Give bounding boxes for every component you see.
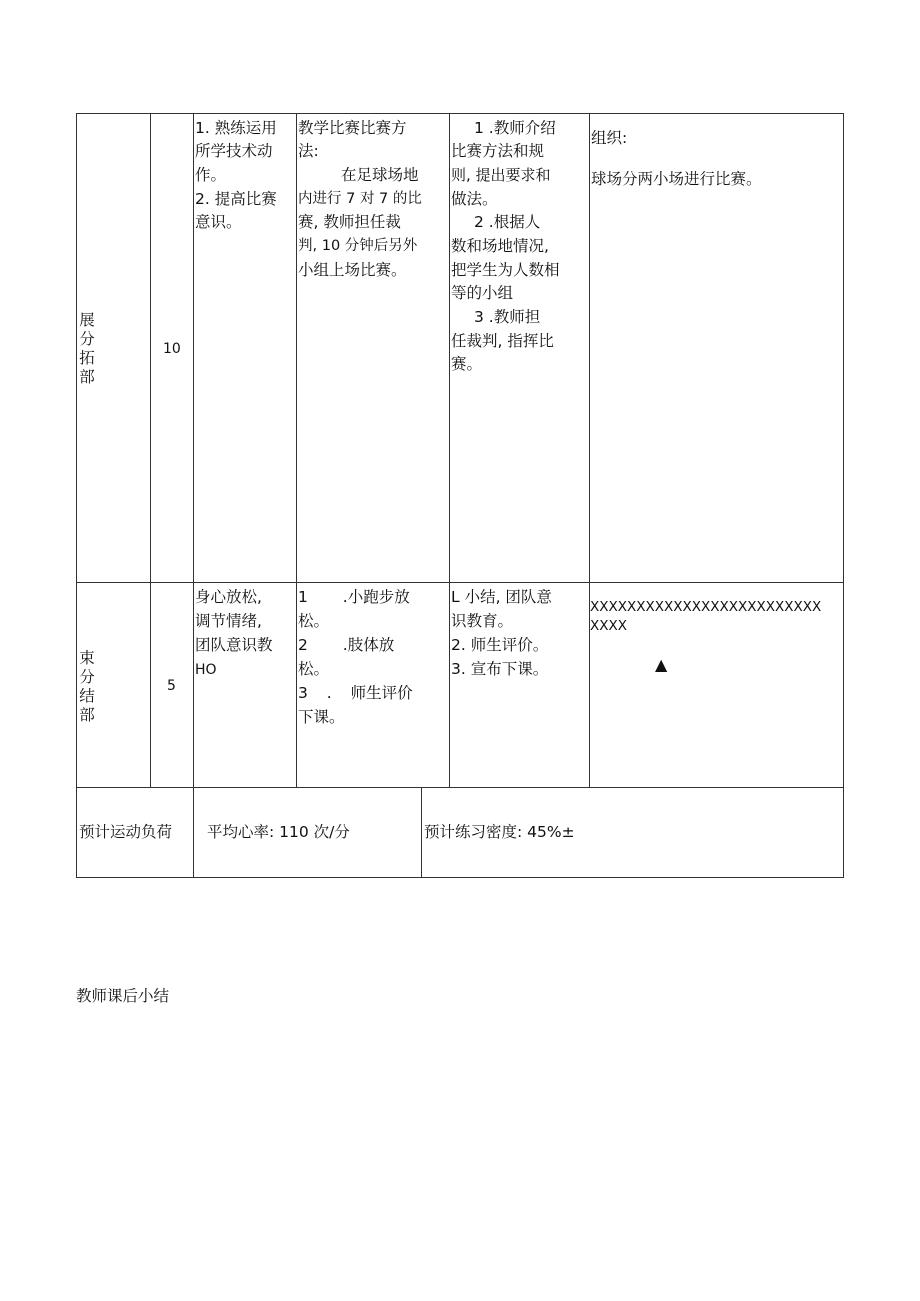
heart-rate-value: 平均心率: 110 次/分 <box>207 823 350 841</box>
table-row-divider <box>76 582 844 583</box>
content-line: 下课。 <box>298 708 345 726</box>
goals-line: 1. 熟练运用 <box>195 119 277 137</box>
teacher-line: 则, 提出要求和 <box>451 166 551 184</box>
duration-minutes: 10 <box>163 341 181 357</box>
goals-line: 所学技术动 <box>195 142 273 160</box>
section-char: 部 <box>79 368 95 386</box>
goals-line: HO <box>195 662 217 678</box>
content-line: 法: <box>298 142 319 160</box>
content-line: 1 .小跑步放 <box>298 588 410 606</box>
section-char: 拓 <box>79 349 95 367</box>
column-divider <box>296 113 297 788</box>
column-divider <box>150 113 151 788</box>
teacher-line: 1 .教师介绍 <box>474 119 556 137</box>
column-divider <box>193 113 194 878</box>
section-char: 展 <box>79 311 95 329</box>
table-border-left <box>76 113 77 878</box>
content-line: 教学比赛比赛方 <box>298 119 407 137</box>
content-line: 在足球场地 <box>341 166 419 184</box>
goals-line: 团队意识教 <box>195 636 273 654</box>
goals-line: 身心放松, <box>195 588 262 606</box>
section-char: 分 <box>79 330 95 348</box>
content-line: 3 . 师生评价 <box>298 684 413 702</box>
teacher-line: 比赛方法和规 <box>451 142 545 160</box>
teacher-line: 识教育。 <box>451 612 514 630</box>
column-divider <box>449 113 450 788</box>
section-char: 分 <box>79 668 95 686</box>
content-line: 松。 <box>298 660 330 678</box>
table-border-bottom <box>76 877 844 878</box>
column-divider <box>421 787 422 878</box>
teacher-line: 2. 师生评价。 <box>451 636 549 654</box>
load-label: 预计运动负荷 <box>79 823 173 841</box>
goals-line: 意识。 <box>195 213 242 231</box>
table-border-right <box>843 113 844 878</box>
teacher-line: 任裁判, 指挥比 <box>451 332 554 350</box>
teacher-line: 3 .教师担 <box>474 308 541 326</box>
triangle-icon: ▲ <box>655 655 668 674</box>
content-line: 赛, 教师担任裁 <box>298 213 401 231</box>
teacher-line: 3. 宣布下课。 <box>451 660 549 678</box>
teacher-line: 把学生为人数相 <box>451 261 560 279</box>
content-line: 2 .肢体放 <box>298 636 395 654</box>
formation-line: XXXXXXXXXXXXXXXXXXXXXXXXX <box>590 599 822 615</box>
table-border-top <box>76 113 844 114</box>
column-divider <box>589 113 590 788</box>
organization-line: 球场分两小场进行比赛。 <box>591 170 762 188</box>
content-line: 内进行 7 对 7 的比 <box>298 191 422 207</box>
duration-minutes: 5 <box>167 678 176 694</box>
teacher-line: 做法。 <box>451 190 498 208</box>
section-char: 部 <box>79 706 95 724</box>
teacher-line: L 小结, 团队意 <box>451 588 552 606</box>
formation-line: XXXX <box>590 618 627 634</box>
organization-line: 组织: <box>591 129 628 147</box>
goals-line: 2. 提高比赛 <box>195 190 277 208</box>
table-row-divider <box>76 787 844 788</box>
goals-line: 作。 <box>195 166 227 184</box>
goals-line: 调节情绪, <box>195 612 262 630</box>
teacher-line: 等的小组 <box>451 284 514 302</box>
content-line: 判, 10 分钟后另外 <box>298 238 418 254</box>
content-line: 小组上场比赛。 <box>298 261 407 279</box>
content-line: 松。 <box>298 612 330 630</box>
teacher-line: 2 .根据人 <box>474 213 541 231</box>
section-char: 结 <box>79 687 95 705</box>
teacher-line: 数和场地情况, <box>451 237 549 255</box>
practice-density-value: 预计练习密度: 45%± <box>424 823 575 841</box>
teacher-line: 赛。 <box>451 355 483 373</box>
section-char: 束 <box>79 649 95 667</box>
teacher-summary-label: 教师课后小结 <box>76 987 170 1005</box>
